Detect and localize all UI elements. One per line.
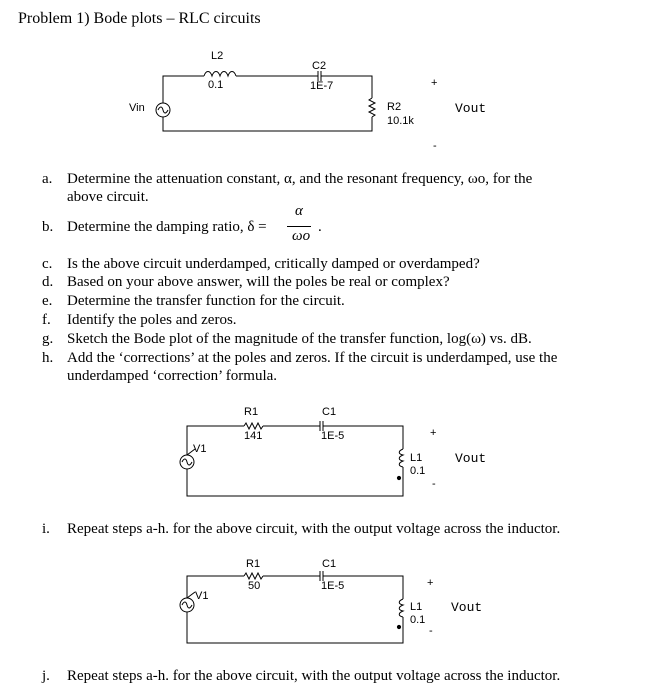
inductor-l1-value: 0.1: [410, 465, 426, 477]
inductor-l2-name: L2: [211, 50, 224, 62]
resistor-r1-value-3: 50: [248, 580, 261, 592]
question-g: g. Sketch the Bode plot of the magnitude of the transfer function, log(ω) vs. dB.: [42, 331, 532, 347]
vout-minus-3: -: [429, 625, 433, 637]
inductor-l1-name-3: L1: [410, 601, 423, 613]
question-e: e. Determine the transfer function for the circuit.: [42, 293, 345, 309]
resistor-r1-value: 141: [244, 430, 263, 442]
capacitor-c1-name: C1: [322, 406, 337, 418]
page-title: Problem 1) Bode plots – RLC circuits: [18, 10, 261, 27]
vout-plus-3: +: [427, 577, 434, 589]
capacitor-c1-name-3: C1: [322, 558, 337, 570]
question-b: b. Determine the damping ratio, δ =: [42, 219, 267, 235]
question-j: j. Repeat steps a-h. for the above circuit, with the output voltage across the inductor.: [42, 668, 561, 684]
resistor-r2-value: 10.1k: [387, 115, 414, 127]
vout-label: Vout: [455, 101, 487, 116]
question-d: d. Based on your above answer, will the poles be real or complex?: [42, 274, 450, 290]
fraction-numerator: α: [295, 203, 303, 219]
resistor-r2-name: R2: [387, 101, 402, 113]
question-f: f. Identify the poles and zeros.: [42, 312, 237, 328]
capacitor-c2-value: 1E-7: [310, 80, 334, 92]
vout-label-2: Vout: [455, 451, 487, 466]
capacitor-c2-name: C2: [312, 60, 327, 72]
resistor-r1-symbol-3: [244, 573, 263, 579]
question-c: c. Is the above circuit underdamped, critically damped or overdamped?: [42, 256, 480, 272]
inductor-l1-name: L1: [410, 452, 423, 464]
source-v1-label: V1: [193, 443, 207, 455]
fraction-denominator: ωo: [292, 228, 311, 244]
vout-minus-2: -: [432, 478, 436, 490]
capacitor-c1-value: 1E-5: [321, 430, 345, 442]
question-i: i. Repeat steps a-h. for the above circuit, with the output voltage across the inductor.: [42, 521, 561, 537]
inductor-l1-value-3: 0.1: [410, 614, 426, 626]
vout-plus-2: +: [430, 427, 437, 439]
question-a: a. Determine the attenuation constant, α, and the resonant frequency, ωo, for the above circuit.: [42, 171, 533, 205]
vout-label-3: Vout: [451, 600, 483, 615]
resistor-r1-name-3: R1: [246, 558, 261, 570]
inductor-l1-symbol-3: [399, 599, 403, 617]
vout-minus: -: [433, 140, 437, 152]
vout-plus: +: [431, 77, 438, 89]
source-vin-label: Vin: [129, 102, 145, 114]
fraction-tail: .: [318, 219, 322, 235]
resistor-r1-name: R1: [244, 406, 259, 418]
capacitor-c1-value-3: 1E-5: [321, 580, 345, 592]
question-h: h. Add the ‘corrections’ at the poles and zeros. If the circuit is underdamped, use the underdamped ‘correction’ formula.: [42, 350, 558, 384]
inductor-l2-value: 0.1: [208, 79, 224, 91]
source-v1-label-3: V1: [195, 590, 209, 602]
